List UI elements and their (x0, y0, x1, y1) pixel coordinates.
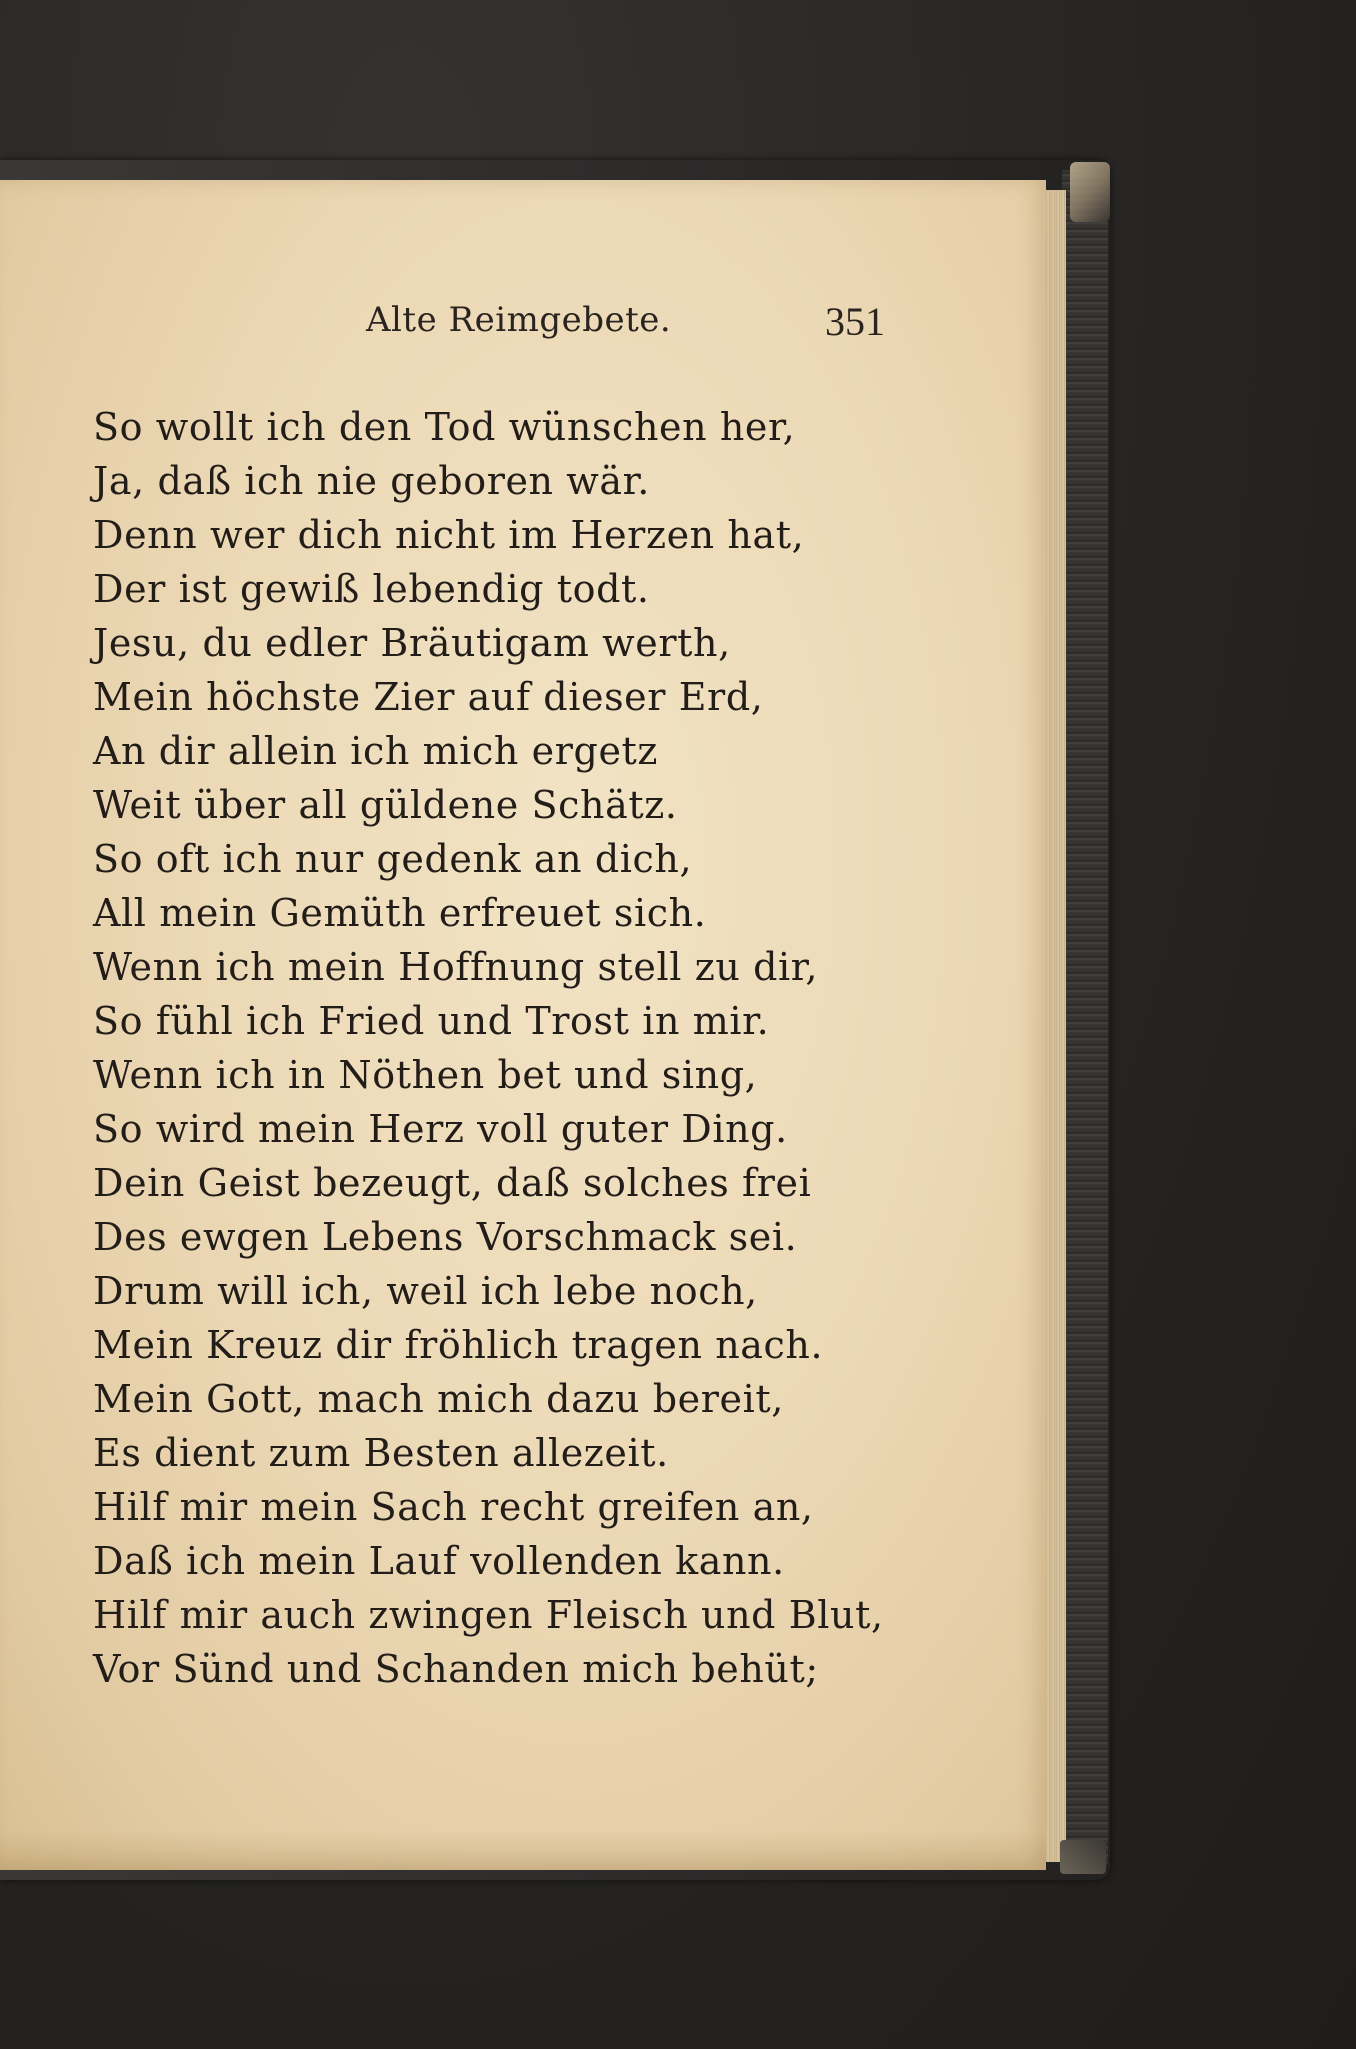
cover-corner-top (1070, 162, 1110, 222)
verse-line: Daß ich mein Lauf vollenden kann. (93, 1539, 785, 1583)
verse-line: Wenn ich in Nöthen bet und sing, (93, 1053, 758, 1097)
verse-line: So wird mein Herz voll guter Ding. (93, 1107, 788, 1151)
cover-corner-bottom (1060, 1840, 1106, 1874)
running-head (90, 300, 890, 350)
verse-line: Denn wer dich nicht im Herzen hat, (93, 513, 805, 557)
verse-line: Weit über all güldene Schätz. (93, 783, 678, 827)
verse-line: Jesu, du edler Bräutigam werth, (93, 621, 731, 665)
verse-line: Vor Sünd und Schanden mich behüt; (93, 1647, 819, 1691)
verse-line: An dir allein ich mich ergetz (93, 729, 659, 773)
page-number: 351 (825, 299, 885, 344)
verse-line: Mein Gott, mach mich dazu bereit, (93, 1377, 784, 1421)
verse-line: Hilf mir auch zwingen Fleisch und Blut, (93, 1593, 884, 1637)
book-spine-edge (1062, 170, 1108, 1870)
verse-line: So oft ich nur gedenk an dich, (93, 837, 693, 881)
verse-line: Dein Geist bezeugt, daß solches frei (93, 1161, 812, 1205)
verse-line: Mein höchste Zier auf dieser Erd, (93, 675, 764, 719)
verse-list (93, 400, 884, 1696)
verse-line: Ja, daß ich nie geboren wär. (93, 459, 650, 503)
verse-line: Es dient zum Besten allezeit. (93, 1431, 669, 1475)
verse-line: So fühl ich Fried und Trost in mir. (93, 999, 770, 1043)
verse-line: Wenn ich mein Hoffnung stell zu dir, (93, 945, 819, 989)
verse-line: So wollt ich den Tod wünschen her, (93, 405, 796, 449)
verse-line: Des ewgen Lebens Vorschmack sei. (93, 1215, 798, 1259)
verse-line: Mein Kreuz dir fröhlich tragen nach. (93, 1323, 824, 1367)
verse-line: Der ist gewiß lebendig todt. (93, 567, 650, 611)
verse-line: Hilf mir mein Sach recht greifen an, (93, 1485, 814, 1529)
verse-line: Drum will ich, weil ich lebe noch, (93, 1269, 758, 1313)
verse-line: All mein Gemüth erfreuet sich. (93, 891, 707, 935)
running-title: Alte Reimgebete. (366, 300, 672, 340)
